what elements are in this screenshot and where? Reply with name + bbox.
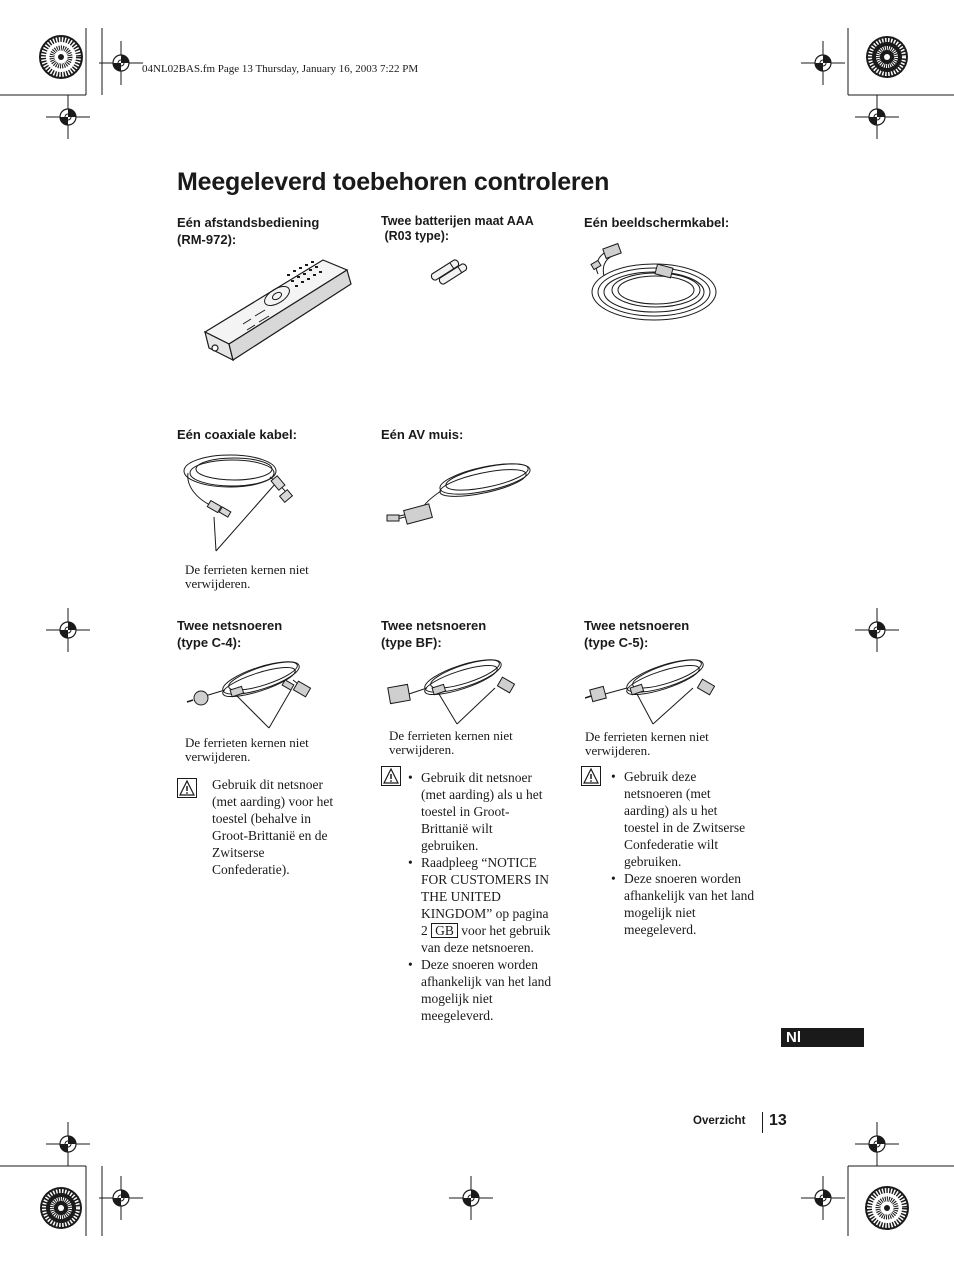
- cord-c4-label: Twee netsnoeren (type C-4):: [177, 618, 283, 650]
- list-item: • Gebruik deze netsnoeren (met aarding) als u het toestel in de Zwitserse Confederatie wilt gebruiken.: [609, 768, 779, 870]
- section-name: Overzicht: [693, 1115, 746, 1127]
- power-cord-c4-image: [183, 652, 313, 730]
- batteries-image: [428, 252, 474, 288]
- cord-c5-note: De ferrieten kernen niet verwijderen.: [585, 729, 709, 758]
- page-number: 13: [769, 1112, 787, 1129]
- warning-icon: [381, 766, 401, 786]
- monitor-cable-image: [584, 236, 719, 324]
- list-item: • Deze snoeren worden afhankelijk van het land mogelijk niet meegeleverd.: [609, 870, 779, 938]
- cord-bf-warning: [406, 769, 576, 1024]
- list-item: • Gebruik dit netsnoer (met aarding) als u het toestel in Groot- Brittanië wilt gebruiken.: [406, 769, 576, 854]
- coax-cable-label: Eén coaxiale kabel:: [177, 427, 297, 442]
- power-cord-bf-image: [385, 652, 515, 730]
- cord-c5-label: Twee netsnoeren (type C-5):: [584, 618, 690, 650]
- power-cord-c5-image: [585, 652, 715, 730]
- remote-control-image: [195, 252, 360, 370]
- cord-c4-warning: Gebruik dit netsnoer (met aarding) voor het toestel (behalve in Groot-Brittanië en de Zwitserse Confederatie).: [212, 777, 334, 877]
- av-mouse-label: Eén AV muis:: [381, 427, 464, 442]
- monitor-cable-label: Eén beeldschermkabel:: [584, 215, 730, 230]
- av-mouse-image: [385, 455, 537, 535]
- footer-divider: [762, 1112, 763, 1133]
- cord-c4-note: De ferrieten kernen niet verwijderen.: [185, 735, 309, 764]
- language-tab: Nl: [781, 1028, 864, 1047]
- coax-cable-image: [180, 447, 305, 555]
- cord-c5-warning: [609, 768, 779, 938]
- cord-bf-note: De ferrieten kernen niet verwijderen.: [389, 728, 513, 757]
- page-title: Meegeleverd toebehoren controleren: [177, 168, 610, 196]
- list-item: • Raadpleeg “NOTICE FOR CUSTOMERS IN THE UNITED KINGDOM” op pagina 2 GB voor het gebruik van deze netsnoeren.: [406, 854, 576, 956]
- warning-icon: [581, 766, 601, 786]
- warning-icon: [177, 778, 197, 798]
- gb-page-ref: GB: [431, 923, 458, 938]
- file-info: 04NL02BAS.fm Page 13 Thursday, January 16, 2003 7:22 PM: [142, 63, 419, 75]
- remote-label: Eén afstandsbediening (RM-972):: [177, 215, 320, 247]
- coax-cable-note: De ferrieten kernen niet verwijderen.: [185, 562, 309, 591]
- list-item: • Deze snoeren worden afhankelijk van het land mogelijk niet meegeleverd.: [406, 956, 576, 1024]
- batteries-label: Twee batterijen maat AAA (R03 type):: [381, 214, 534, 243]
- cord-bf-label: Twee netsnoeren (type BF):: [381, 618, 487, 650]
